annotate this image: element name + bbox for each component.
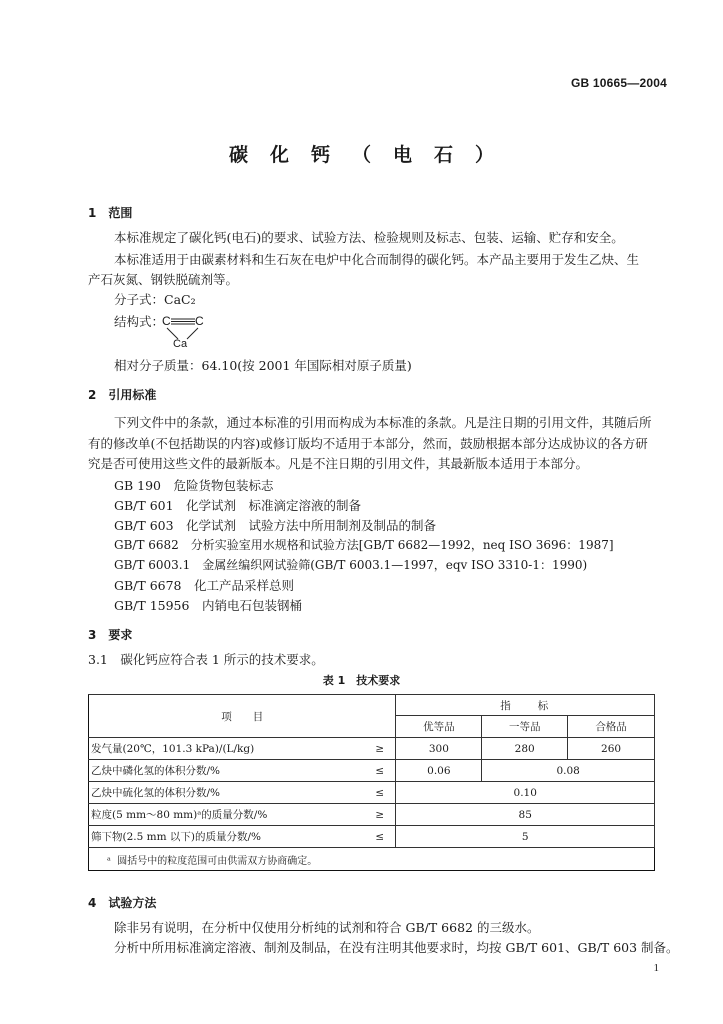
table-row bbox=[89, 782, 655, 804]
section-4-heading: 4 试验方法 bbox=[88, 896, 157, 910]
section-4-paragraph-1: 除非另有说明，在分析中仅使用分析纯的试剂和符合 GB/T 6682 的三级水。 bbox=[114, 920, 540, 935]
section-1-heading: 1 范围 bbox=[88, 206, 133, 220]
row-item: 筛下物(2.5 mm 以下)的质量分数/% bbox=[89, 826, 365, 848]
section-2-paragraph-line-2: 有的修改单(不包括勘误的内容)或修订版均不适用于本部分，然而，鼓励根据本部分达成协议的各方研 bbox=[88, 436, 648, 451]
reference-item: GB/T 603 化学试剂 试验方法中所用制剂及制品的制备 bbox=[114, 518, 437, 533]
structural-formula-label: 结构式： bbox=[114, 314, 165, 329]
row-value: 260 bbox=[568, 738, 655, 760]
section-2-heading: 2 引用标准 bbox=[88, 388, 157, 402]
row-value: 5 bbox=[396, 826, 655, 848]
row-operator: ≤ bbox=[364, 760, 396, 782]
struct-bond-lines bbox=[160, 312, 212, 344]
row-value: 0.10 bbox=[396, 782, 655, 804]
reference-item: GB 190 危险货物包装标志 bbox=[114, 478, 274, 493]
section-1-paragraph-1: 本标准规定了碳化钙(电石)的要求、试验方法、检验规则及标志、包装、运输、贮存和安全。 bbox=[114, 230, 624, 245]
row-item: 粒度(5 mm～80 mm)ᵃ的质量分数/% bbox=[89, 804, 365, 826]
table-caption: 表 1 技术要求 bbox=[322, 674, 401, 687]
row-item: 乙炔中硫化氢的体积分数/% bbox=[89, 782, 365, 804]
table-row bbox=[89, 826, 655, 848]
row-operator: ≤ bbox=[364, 782, 396, 804]
row-value: 280 bbox=[482, 738, 568, 760]
reference-item: GB/T 6678 化工产品采样总则 bbox=[114, 578, 295, 593]
table-footnote bbox=[89, 848, 655, 871]
section-3-heading: 3 要求 bbox=[88, 628, 133, 642]
row-operator: ≤ bbox=[364, 826, 396, 848]
section-1-paragraph-2-line-1: 本标准适用于由碳素材料和生石灰在电炉中化合而制得的碳化钙。本产品主要用于发生乙炔、生 bbox=[114, 252, 640, 267]
section-4-paragraph-2: 分析中所用标准滴定溶液、制剂及制品，在没有注明其他要求时，均按 GB/T 601、GB/T 603 制备。 bbox=[114, 940, 679, 955]
table-header-row bbox=[89, 695, 655, 716]
table-row bbox=[89, 738, 655, 760]
row-value: 300 bbox=[396, 738, 482, 760]
page-number: 1 bbox=[653, 962, 659, 974]
section-3-1-text: 3.1 碳化钙应符合表 1 所示的技术要求。 bbox=[88, 652, 324, 667]
reference-item: GB/T 6003.1 金属丝编织网试验筛(GB/T 6003.1—1997，eqv ISO 3310-1：1990) bbox=[114, 558, 588, 572]
section-2-paragraph-line-1: 下列文件中的条款，通过本标准的引用而构成为本标准的条款。凡是注日期的引用文件，其随后所 bbox=[114, 415, 652, 430]
formula-value: CaC₂ bbox=[164, 292, 196, 307]
reference-item: GB/T 601 化学试剂 标准滴定溶液的制备 bbox=[114, 498, 362, 513]
header-item: 项 目 bbox=[89, 695, 396, 738]
footnote-mark: ᵃ bbox=[107, 855, 111, 867]
grade-superior: 优等品 bbox=[396, 716, 482, 738]
footnote-text: 圆括号中的粒度范围可由供需双方协商确定。 bbox=[117, 855, 318, 867]
table-row bbox=[89, 804, 655, 826]
row-value: 0.06 bbox=[396, 760, 482, 782]
section-2-paragraph-line-3: 究是否可使用这些文件的最新版本。凡是不注日期的引用文件，其最新版本适用于本部分。 bbox=[88, 456, 589, 471]
document-title: 碳化钙（电石） bbox=[228, 144, 516, 166]
molecular-formula bbox=[114, 290, 196, 310]
grade-first: 一等品 bbox=[482, 716, 568, 738]
requirements-table bbox=[88, 694, 655, 871]
section-1-paragraph-2-line-2: 产石灰氮、钢铁脱硫剂等。 bbox=[88, 272, 239, 287]
row-item: 乙炔中磷化氢的体积分数/% bbox=[89, 760, 365, 782]
row-value: 85 bbox=[396, 804, 655, 826]
formula-label: 分子式： bbox=[114, 292, 165, 307]
molecular-mass: 相对分子质量：64.10(按 2001 年国际相对原子质量) bbox=[114, 358, 412, 373]
reference-item: GB/T 6682 分析实验室用水规格和试验方法[GB/T 6682—1992，neq ISO 3696：1987] bbox=[114, 538, 614, 552]
struct-carbon-1: C bbox=[162, 314, 171, 328]
reference-item: GB/T 15956 内销电石包装钢桶 bbox=[114, 598, 302, 613]
row-operator: ≥ bbox=[364, 738, 396, 760]
row-value: 0.08 bbox=[482, 760, 655, 782]
struct-carbon-2: C bbox=[195, 314, 204, 328]
grade-qualified: 合格品 bbox=[568, 716, 655, 738]
header-index: 指 标 bbox=[396, 695, 655, 716]
row-item: 发气量(20℃，101.3 kPa)/(L/kg) bbox=[89, 738, 365, 760]
standard-number: GB 10665—2004 bbox=[571, 76, 667, 90]
table-footnote-row bbox=[89, 848, 655, 871]
row-operator: ≥ bbox=[364, 804, 396, 826]
table-row bbox=[89, 760, 655, 782]
struct-calcium: Ca bbox=[173, 338, 188, 350]
